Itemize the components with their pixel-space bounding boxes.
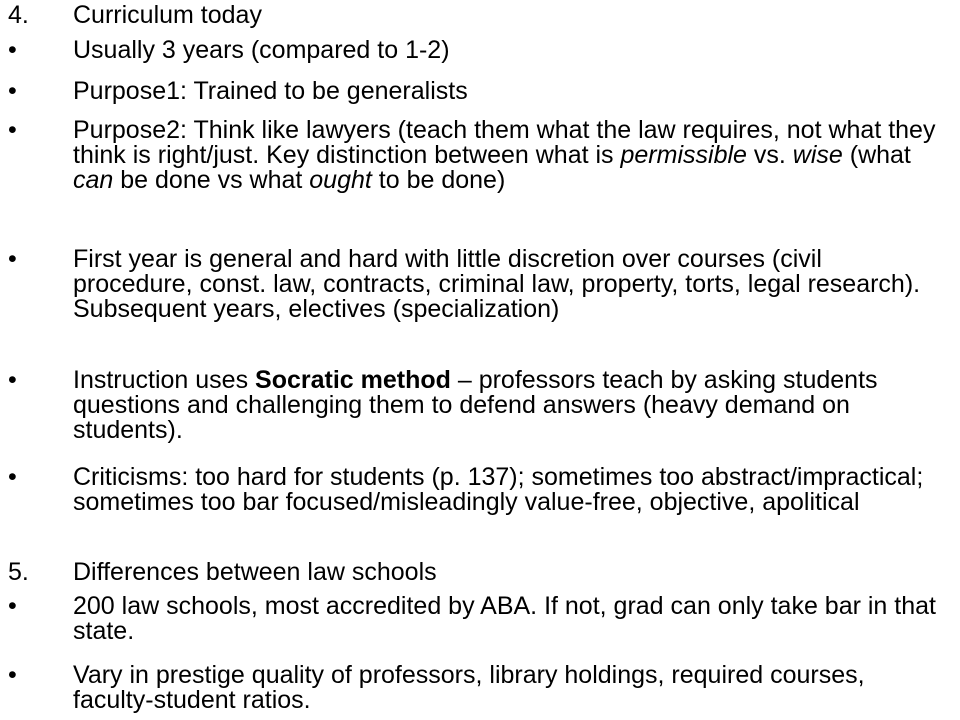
text-run: vs. — [746, 141, 793, 169]
bullet-item — [0, 368, 952, 443]
text-run: Purpose2: Think like lawyers (teach them what the law requires, not what they think is right/just. Key distinction between what is — [73, 116, 936, 169]
text-run: Purpose1: Trained to be generalists — [73, 77, 468, 105]
item-text — [73, 118, 944, 193]
bullet-marker: • — [8, 77, 17, 105]
item-text — [73, 465, 944, 515]
text-run: Curriculum today — [73, 1, 262, 29]
text-run: be done vs what — [113, 166, 310, 194]
number-marker: 4. — [8, 1, 29, 29]
bullet-marker: • — [8, 116, 17, 144]
bullet-item — [0, 247, 952, 322]
bold-text: Socratic method — [255, 366, 451, 394]
text-run: Vary in prestige quality of professors, library holdings, required courses, faculty-student ratios. — [73, 661, 865, 714]
bullet-item — [0, 118, 952, 193]
bullet-item — [0, 79, 952, 104]
text-run: – professors teach by asking students questions and challenging them to defend answers (heavy demand on students). — [73, 366, 878, 444]
item-text — [73, 560, 944, 585]
text-run: (what — [842, 141, 911, 169]
bullet-item — [0, 38, 952, 63]
text-run: to be done) — [371, 166, 506, 194]
number-marker: 5. — [8, 558, 29, 586]
emphasis-text: wise — [792, 141, 843, 169]
text-run: Instruction uses — [73, 366, 256, 394]
item-text — [73, 368, 944, 443]
emphasis-text: permissible — [620, 141, 747, 169]
bullet-marker: • — [8, 661, 17, 689]
bullet-item — [0, 663, 952, 713]
item-text — [73, 247, 944, 322]
text-run: 200 law schools, most accredited by ABA. If not, grad can only take bar in that state. — [73, 592, 936, 645]
bullet-item — [0, 594, 952, 644]
bullet-marker: • — [8, 592, 17, 620]
item-text — [73, 663, 944, 713]
item-text — [73, 3, 944, 28]
bullet-marker: • — [8, 36, 17, 64]
emphasis-text: can — [73, 166, 114, 194]
numbered-heading — [0, 3, 952, 28]
item-text — [73, 38, 944, 63]
text-run: Criticisms: too hard for students (p. 137); sometimes too abstract/impractical; sometimes too bar focused/misleadingly value-free, objective, apolitical — [73, 463, 924, 516]
text-run: Usually 3 years (compared to 1-2) — [73, 36, 450, 64]
text-run: Differences between law schools — [73, 558, 437, 586]
emphasis-text: ought — [309, 166, 372, 194]
item-text — [73, 79, 944, 104]
bullet-item — [0, 465, 952, 515]
text-run: First year is general and hard with little discretion over courses (civil procedure, const. law, contracts, criminal law, property, torts, legal research). Subsequent years, electives (specialization) — [73, 245, 921, 323]
numbered-heading — [0, 560, 952, 585]
bullet-marker: • — [8, 366, 17, 394]
bullet-marker: • — [8, 463, 17, 491]
bullet-marker: • — [8, 245, 17, 273]
item-text — [73, 594, 944, 644]
